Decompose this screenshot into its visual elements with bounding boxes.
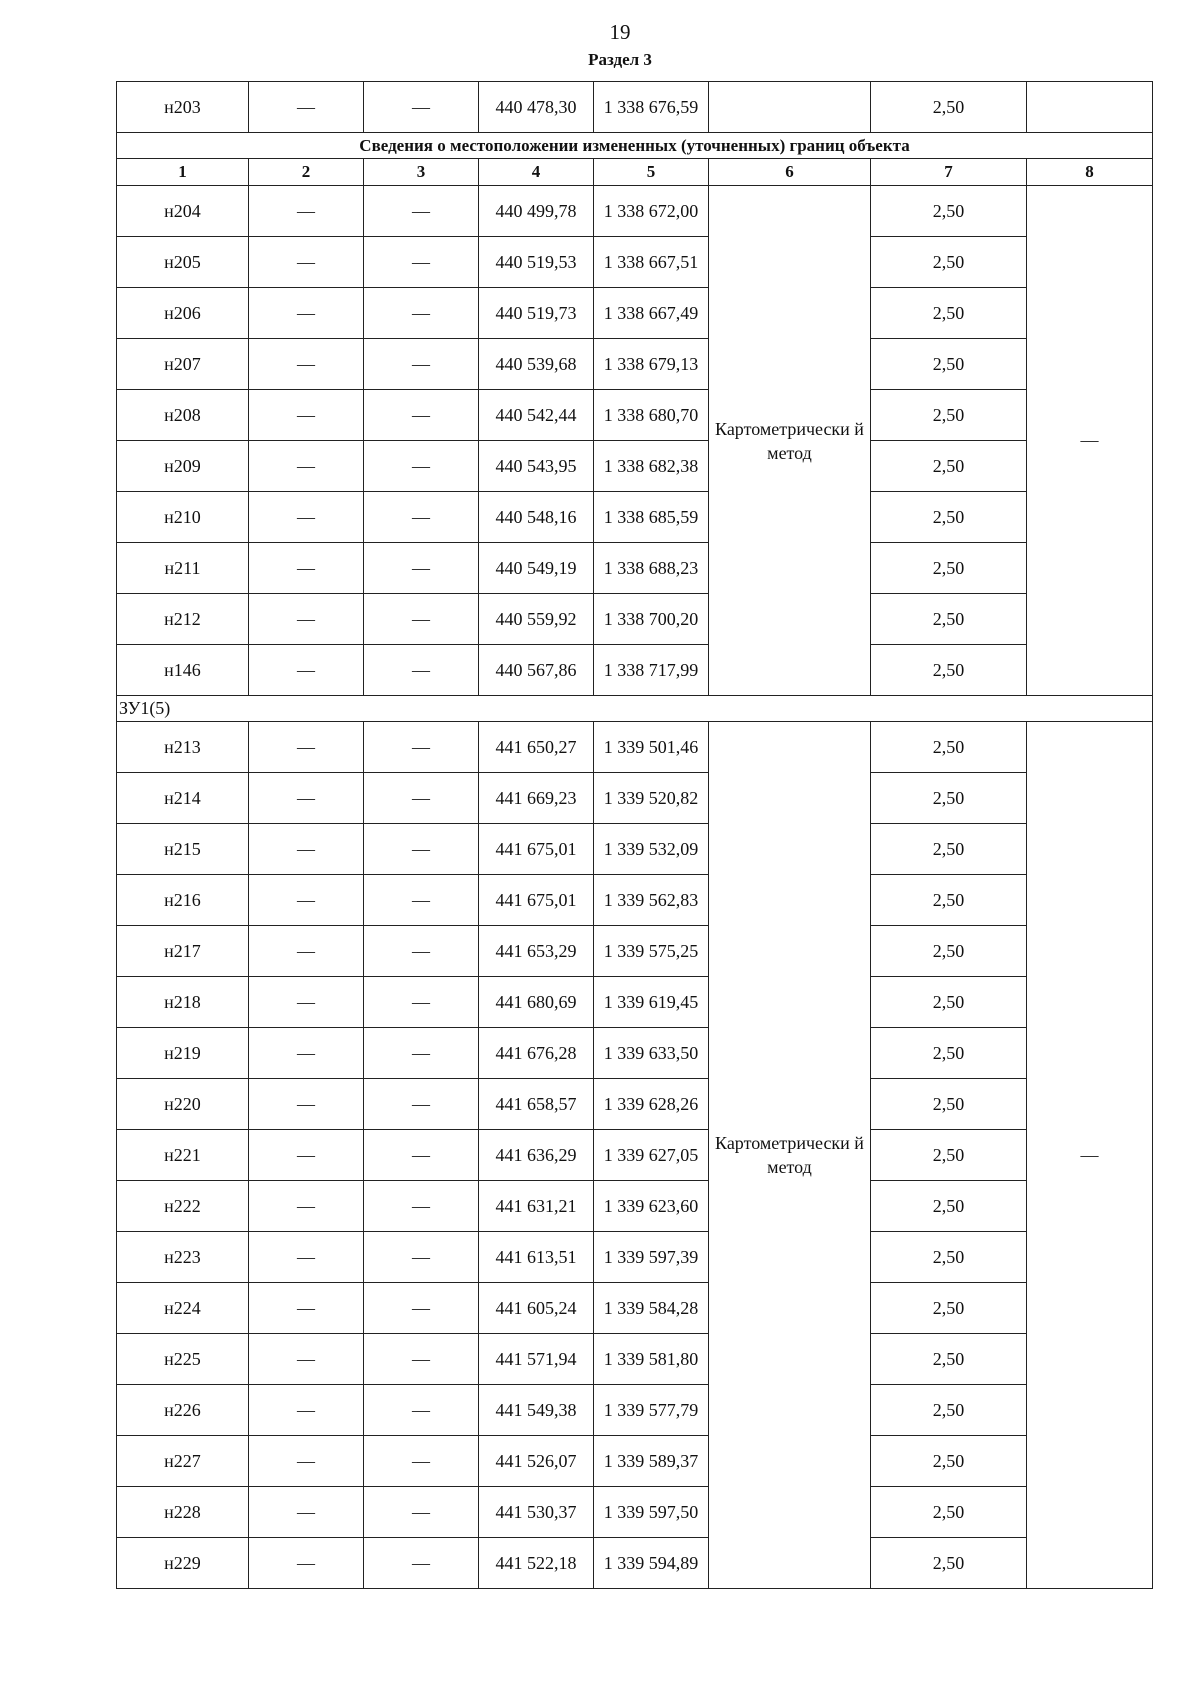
- accuracy-cell: 2,50: [871, 1079, 1027, 1130]
- x-coordinate-cell: 441 675,01: [479, 875, 594, 926]
- table-row: [117, 824, 1153, 875]
- point-name-cell: н222: [117, 1181, 249, 1232]
- table-row: [117, 237, 1153, 288]
- col2-cell: —: [249, 237, 364, 288]
- accuracy-cell: 2,50: [871, 594, 1027, 645]
- col3-cell: —: [364, 875, 479, 926]
- accuracy-cell: 2,50: [871, 1538, 1027, 1589]
- method-cell: Картометрически й метод: [709, 722, 871, 1589]
- col3-cell: —: [364, 926, 479, 977]
- accuracy-cell: 2,50: [871, 977, 1027, 1028]
- point-name-cell: н223: [117, 1232, 249, 1283]
- y-coordinate-cell: 1 338 679,13: [594, 339, 709, 390]
- point-name-cell: н217: [117, 926, 249, 977]
- col2-cell: —: [249, 1487, 364, 1538]
- col3-cell: —: [364, 82, 479, 133]
- x-coordinate-cell: 440 539,68: [479, 339, 594, 390]
- y-coordinate-cell: 1 339 633,50: [594, 1028, 709, 1079]
- section-heading: Сведения о местоположении измененных (уточненных) границ объекта: [117, 133, 1153, 159]
- accuracy-cell: 2,50: [871, 875, 1027, 926]
- col3-cell: —: [364, 1385, 479, 1436]
- x-coordinate-cell: 441 658,57: [479, 1079, 594, 1130]
- x-coordinate-cell: 441 650,27: [479, 722, 594, 773]
- table-row: [117, 441, 1153, 492]
- y-coordinate-cell: 1 339 577,79: [594, 1385, 709, 1436]
- y-coordinate-cell: 1 339 627,05: [594, 1130, 709, 1181]
- y-coordinate-cell: 1 338 676,59: [594, 82, 709, 133]
- x-coordinate-cell: 441 676,28: [479, 1028, 594, 1079]
- table-row: [117, 722, 1153, 773]
- y-coordinate-cell: 1 338 700,20: [594, 594, 709, 645]
- point-name-cell: н226: [117, 1385, 249, 1436]
- accuracy-cell: 2,50: [871, 82, 1027, 133]
- y-coordinate-cell: 1 339 584,28: [594, 1283, 709, 1334]
- table-row: [117, 1283, 1153, 1334]
- y-coordinate-cell: 1 339 597,39: [594, 1232, 709, 1283]
- y-coordinate-cell: 1 338 685,59: [594, 492, 709, 543]
- method-cell: Картометрически й метод: [709, 186, 871, 696]
- col2-cell: —: [249, 594, 364, 645]
- point-name-cell: н209: [117, 441, 249, 492]
- y-coordinate-cell: 1 338 682,38: [594, 441, 709, 492]
- column-number: 2: [249, 159, 364, 186]
- column-number: 7: [871, 159, 1027, 186]
- col2-cell: —: [249, 1079, 364, 1130]
- x-coordinate-cell: 440 542,44: [479, 390, 594, 441]
- col3-cell: —: [364, 722, 479, 773]
- point-name-cell: н221: [117, 1130, 249, 1181]
- col2-cell: —: [249, 824, 364, 875]
- x-coordinate-cell: 440 549,19: [479, 543, 594, 594]
- col3-cell: —: [364, 1538, 479, 1589]
- y-coordinate-cell: 1 339 594,89: [594, 1538, 709, 1589]
- point-name-cell: н224: [117, 1283, 249, 1334]
- column-number: 8: [1027, 159, 1153, 186]
- point-name-cell: н218: [117, 977, 249, 1028]
- accuracy-cell: 2,50: [871, 1334, 1027, 1385]
- x-coordinate-cell: 441 675,01: [479, 824, 594, 875]
- x-coordinate-cell: 440 543,95: [479, 441, 594, 492]
- accuracy-cell: 2,50: [871, 1283, 1027, 1334]
- point-name-cell: н203: [117, 82, 249, 133]
- table-row: [117, 1436, 1153, 1487]
- col2-cell: —: [249, 339, 364, 390]
- accuracy-cell: 2,50: [871, 1232, 1027, 1283]
- col3-cell: —: [364, 1130, 479, 1181]
- col3-cell: —: [364, 441, 479, 492]
- accuracy-cell: 2,50: [871, 339, 1027, 390]
- col2-cell: —: [249, 543, 364, 594]
- col2-cell: —: [249, 1385, 364, 1436]
- accuracy-cell: 2,50: [871, 237, 1027, 288]
- y-coordinate-cell: 1 338 680,70: [594, 390, 709, 441]
- y-coordinate-cell: 1 339 520,82: [594, 773, 709, 824]
- accuracy-cell: 2,50: [871, 1130, 1027, 1181]
- column-number: 5: [594, 159, 709, 186]
- column-number: 3: [364, 159, 479, 186]
- col2-cell: —: [249, 441, 364, 492]
- point-name-cell: н204: [117, 186, 249, 237]
- y-coordinate-cell: 1 339 501,46: [594, 722, 709, 773]
- x-coordinate-cell: 440 519,73: [479, 288, 594, 339]
- table-row: [117, 390, 1153, 441]
- point-name-cell: н210: [117, 492, 249, 543]
- group-label-row: [117, 696, 1153, 722]
- col3-cell: —: [364, 492, 479, 543]
- table-row: [117, 926, 1153, 977]
- point-name-cell: н205: [117, 237, 249, 288]
- table-row: [117, 875, 1153, 926]
- table-row: [117, 492, 1153, 543]
- x-coordinate-cell: 441 549,38: [479, 1385, 594, 1436]
- y-coordinate-cell: 1 339 597,50: [594, 1487, 709, 1538]
- col3-cell: —: [364, 1079, 479, 1130]
- point-name-cell: н216: [117, 875, 249, 926]
- col3-cell: —: [364, 1181, 479, 1232]
- table-row: [117, 1538, 1153, 1589]
- col3-cell: —: [364, 390, 479, 441]
- point-name-cell: н212: [117, 594, 249, 645]
- y-coordinate-cell: 1 338 688,23: [594, 543, 709, 594]
- col3-cell: —: [364, 186, 479, 237]
- col2-cell: —: [249, 1436, 364, 1487]
- x-coordinate-cell: 441 631,21: [479, 1181, 594, 1232]
- x-coordinate-cell: 440 548,16: [479, 492, 594, 543]
- section-title: Раздел 3: [588, 50, 652, 69]
- table-row: [117, 1181, 1153, 1232]
- column-numbers-row: [117, 159, 1153, 186]
- table-row: [117, 594, 1153, 645]
- accuracy-cell: 2,50: [871, 645, 1027, 696]
- col3-cell: —: [364, 645, 479, 696]
- col8-cell: —: [1027, 722, 1153, 1589]
- accuracy-cell: 2,50: [871, 1487, 1027, 1538]
- point-name-cell: н220: [117, 1079, 249, 1130]
- col2-cell: —: [249, 1130, 364, 1181]
- y-coordinate-cell: 1 339 562,83: [594, 875, 709, 926]
- table-row: [117, 82, 1153, 133]
- col2-cell: —: [249, 82, 364, 133]
- point-name-cell: н229: [117, 1538, 249, 1589]
- table-row: [117, 1334, 1153, 1385]
- column-number: 6: [709, 159, 871, 186]
- col2-cell: —: [249, 492, 364, 543]
- point-name-cell: н215: [117, 824, 249, 875]
- y-coordinate-cell: 1 339 581,80: [594, 1334, 709, 1385]
- y-coordinate-cell: 1 338 667,51: [594, 237, 709, 288]
- accuracy-cell: 2,50: [871, 492, 1027, 543]
- coordinates-table: [116, 81, 1153, 1589]
- col2-cell: —: [249, 977, 364, 1028]
- column-number: 1: [117, 159, 249, 186]
- col3-cell: —: [364, 288, 479, 339]
- x-coordinate-cell: 441 605,24: [479, 1283, 594, 1334]
- col3-cell: —: [364, 1283, 479, 1334]
- x-coordinate-cell: 441 613,51: [479, 1232, 594, 1283]
- col2-cell: —: [249, 1283, 364, 1334]
- accuracy-cell: 2,50: [871, 543, 1027, 594]
- x-coordinate-cell: 441 522,18: [479, 1538, 594, 1589]
- col3-cell: —: [364, 543, 479, 594]
- y-coordinate-cell: 1 338 667,49: [594, 288, 709, 339]
- col2-cell: —: [249, 288, 364, 339]
- accuracy-cell: 2,50: [871, 824, 1027, 875]
- col3-cell: —: [364, 1436, 479, 1487]
- accuracy-cell: 2,50: [871, 1028, 1027, 1079]
- y-coordinate-cell: 1 338 672,00: [594, 186, 709, 237]
- point-name-cell: н227: [117, 1436, 249, 1487]
- col2-cell: —: [249, 645, 364, 696]
- accuracy-cell: 2,50: [871, 773, 1027, 824]
- x-coordinate-cell: 441 669,23: [479, 773, 594, 824]
- col2-cell: —: [249, 1334, 364, 1385]
- table-row: [117, 1232, 1153, 1283]
- table-row: [117, 773, 1153, 824]
- x-coordinate-cell: 441 680,69: [479, 977, 594, 1028]
- col2-cell: —: [249, 390, 364, 441]
- col3-cell: —: [364, 977, 479, 1028]
- point-name-cell: н146: [117, 645, 249, 696]
- col2-cell: —: [249, 1181, 364, 1232]
- col3-cell: —: [364, 1232, 479, 1283]
- x-coordinate-cell: 440 567,86: [479, 645, 594, 696]
- point-name-cell: н206: [117, 288, 249, 339]
- y-coordinate-cell: 1 339 623,60: [594, 1181, 709, 1232]
- point-name-cell: н213: [117, 722, 249, 773]
- accuracy-cell: 2,50: [871, 722, 1027, 773]
- table-row: [117, 1028, 1153, 1079]
- col2-cell: —: [249, 875, 364, 926]
- point-name-cell: н207: [117, 339, 249, 390]
- accuracy-cell: 2,50: [871, 1385, 1027, 1436]
- col3-cell: —: [364, 1028, 479, 1079]
- method-cell: [709, 82, 871, 133]
- accuracy-cell: 2,50: [871, 390, 1027, 441]
- x-coordinate-cell: 441 526,07: [479, 1436, 594, 1487]
- y-coordinate-cell: 1 339 628,26: [594, 1079, 709, 1130]
- point-name-cell: н208: [117, 390, 249, 441]
- col3-cell: —: [364, 824, 479, 875]
- col3-cell: —: [364, 237, 479, 288]
- table-row: [117, 977, 1153, 1028]
- x-coordinate-cell: 440 478,30: [479, 82, 594, 133]
- col3-cell: —: [364, 339, 479, 390]
- accuracy-cell: 2,50: [871, 1181, 1027, 1232]
- col2-cell: —: [249, 773, 364, 824]
- col3-cell: —: [364, 1487, 479, 1538]
- point-name-cell: н219: [117, 1028, 249, 1079]
- point-name-cell: н214: [117, 773, 249, 824]
- x-coordinate-cell: 441 636,29: [479, 1130, 594, 1181]
- accuracy-cell: 2,50: [871, 1436, 1027, 1487]
- x-coordinate-cell: 440 559,92: [479, 594, 594, 645]
- col2-cell: —: [249, 1232, 364, 1283]
- x-coordinate-cell: 441 530,37: [479, 1487, 594, 1538]
- col2-cell: —: [249, 722, 364, 773]
- col3-cell: —: [364, 773, 479, 824]
- table-row: [117, 1079, 1153, 1130]
- group-label: ЗУ1(5): [117, 696, 1153, 722]
- table-row: [117, 339, 1153, 390]
- table-row: [117, 543, 1153, 594]
- col3-cell: —: [364, 594, 479, 645]
- accuracy-cell: 2,50: [871, 926, 1027, 977]
- col3-cell: —: [364, 1334, 479, 1385]
- col2-cell: —: [249, 1028, 364, 1079]
- col8-cell: —: [1027, 186, 1153, 696]
- col8-cell: [1027, 82, 1153, 133]
- col2-cell: —: [249, 926, 364, 977]
- table-row: [117, 186, 1153, 237]
- table-row: [117, 1385, 1153, 1436]
- column-number: 4: [479, 159, 594, 186]
- x-coordinate-cell: 440 519,53: [479, 237, 594, 288]
- x-coordinate-cell: 441 571,94: [479, 1334, 594, 1385]
- accuracy-cell: 2,50: [871, 441, 1027, 492]
- table-row: [117, 288, 1153, 339]
- col2-cell: —: [249, 186, 364, 237]
- section-heading-row: [117, 133, 1153, 159]
- page-number: 19: [609, 20, 631, 44]
- table-row: [117, 645, 1153, 696]
- y-coordinate-cell: 1 339 532,09: [594, 824, 709, 875]
- accuracy-cell: 2,50: [871, 288, 1027, 339]
- table-row: [117, 1130, 1153, 1181]
- y-coordinate-cell: 1 338 717,99: [594, 645, 709, 696]
- accuracy-cell: 2,50: [871, 186, 1027, 237]
- point-name-cell: н228: [117, 1487, 249, 1538]
- table-row: [117, 1487, 1153, 1538]
- col2-cell: —: [249, 1538, 364, 1589]
- point-name-cell: н211: [117, 543, 249, 594]
- y-coordinate-cell: 1 339 619,45: [594, 977, 709, 1028]
- x-coordinate-cell: 441 653,29: [479, 926, 594, 977]
- point-name-cell: н225: [117, 1334, 249, 1385]
- x-coordinate-cell: 440 499,78: [479, 186, 594, 237]
- y-coordinate-cell: 1 339 589,37: [594, 1436, 709, 1487]
- y-coordinate-cell: 1 339 575,25: [594, 926, 709, 977]
